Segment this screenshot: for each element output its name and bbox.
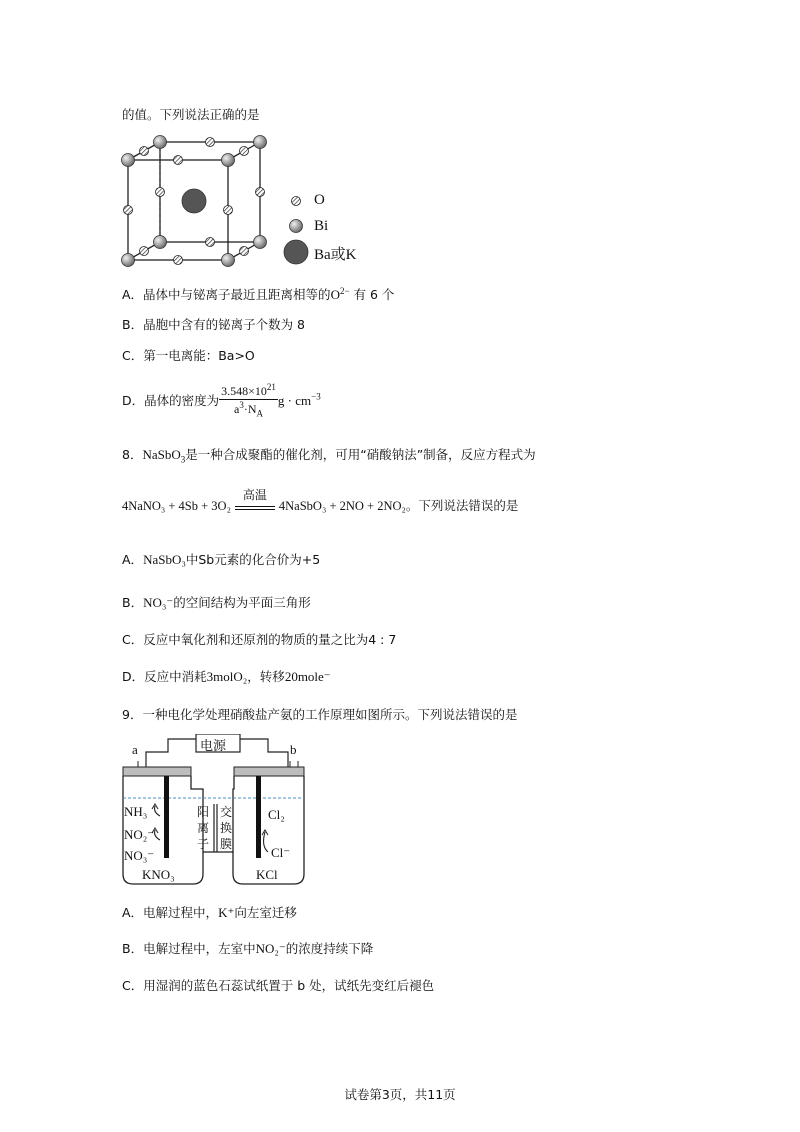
q9-option-a: A．电解过程中，K⁺向左室迁移	[122, 905, 297, 920]
legend-label-ba-k: Ba或K	[314, 247, 357, 263]
legend-label-o: O	[314, 192, 325, 208]
membrane-label-left: 阳 离 子	[197, 805, 210, 851]
q7-option-c: C．第一电离能：Ba>O	[122, 348, 255, 363]
species-no3: NO₃⁻	[124, 848, 155, 863]
q8-option-d: D．反应中消耗3molO₂，转移20mole⁻	[122, 669, 331, 684]
q8-option-a: A．NaSbO₃中Sb元素的化合价为+5	[122, 552, 321, 567]
power-source-label: 电源	[200, 739, 227, 754]
species-cl2: Cl₂	[268, 807, 285, 822]
question-intro-tail: 的值。下列说法正确的是	[122, 107, 260, 122]
species-no2: NO₂⁻	[124, 827, 155, 842]
q8-stem: 8．NaSbO$_3$是一种合成聚酯的催化剂，可用“硝酸钠法”制备，反应方程式为	[122, 447, 536, 465]
q9-stem: 9．一种电化学处理硝酸盐产氨的工作原理如图所示。下列说法错误的是	[122, 707, 518, 722]
density-fraction: $\frac{3.548\times 10^{21}}{a^3\cdot N_A}$	[221, 382, 276, 419]
terminal-b-label: b	[290, 742, 297, 757]
legend-oxygen-icon	[292, 197, 301, 206]
terminal-a-label: a	[132, 742, 138, 757]
legend-ba-k-icon	[284, 240, 308, 264]
page-footer: 试卷第3页，共11页	[344, 1087, 456, 1102]
left-solution-label: KNO₃	[142, 867, 175, 882]
equation-arrow: 高温	[235, 499, 275, 515]
species-cl-ion: Cl⁻	[271, 845, 291, 860]
species-nh3: NH₃	[124, 804, 148, 819]
membrane-label-right: 交 换 膜	[220, 805, 233, 851]
ba-k-atom	[182, 189, 206, 213]
legend-label-bi: Bi	[314, 218, 329, 234]
right-solution-label: KCl	[256, 867, 278, 882]
q9-option-c: C．用湿润的蓝色石蕊试纸置于 b 处，试纸先变红后褪色	[122, 978, 435, 993]
legend-bismuth-icon	[290, 220, 303, 233]
electrolysis-diagram	[118, 734, 318, 886]
q8-option-b: B．NO₃⁻的空间结构为平面三角形	[122, 595, 311, 610]
q7-option-a: A．晶体中与铋离子最近且距离相等的$O^{2-}$ 有 6 个	[122, 285, 395, 302]
q7-option-d: D．晶体的密度为 $\frac{3.548\times 10^{21}}{a^3\cdot N_A}$ $g \cdot cm^{-3}$	[122, 382, 321, 419]
q7-option-b: B．晶胞中含有的铋离子个数为 8	[122, 317, 306, 332]
q9-option-b: B．电解过程中，左室中NO₂⁻的浓度持续下降	[122, 941, 374, 956]
q8-option-c: C．反应中氧化剂和还原剂的物质的量之比为4 : 7	[122, 632, 397, 647]
q8-equation: 4NaNO₃ + 4Sb + 3O₂ 高温 4NaSbO₃ + 2NO + 2NO₂。下列说法错误的是	[122, 487, 519, 513]
